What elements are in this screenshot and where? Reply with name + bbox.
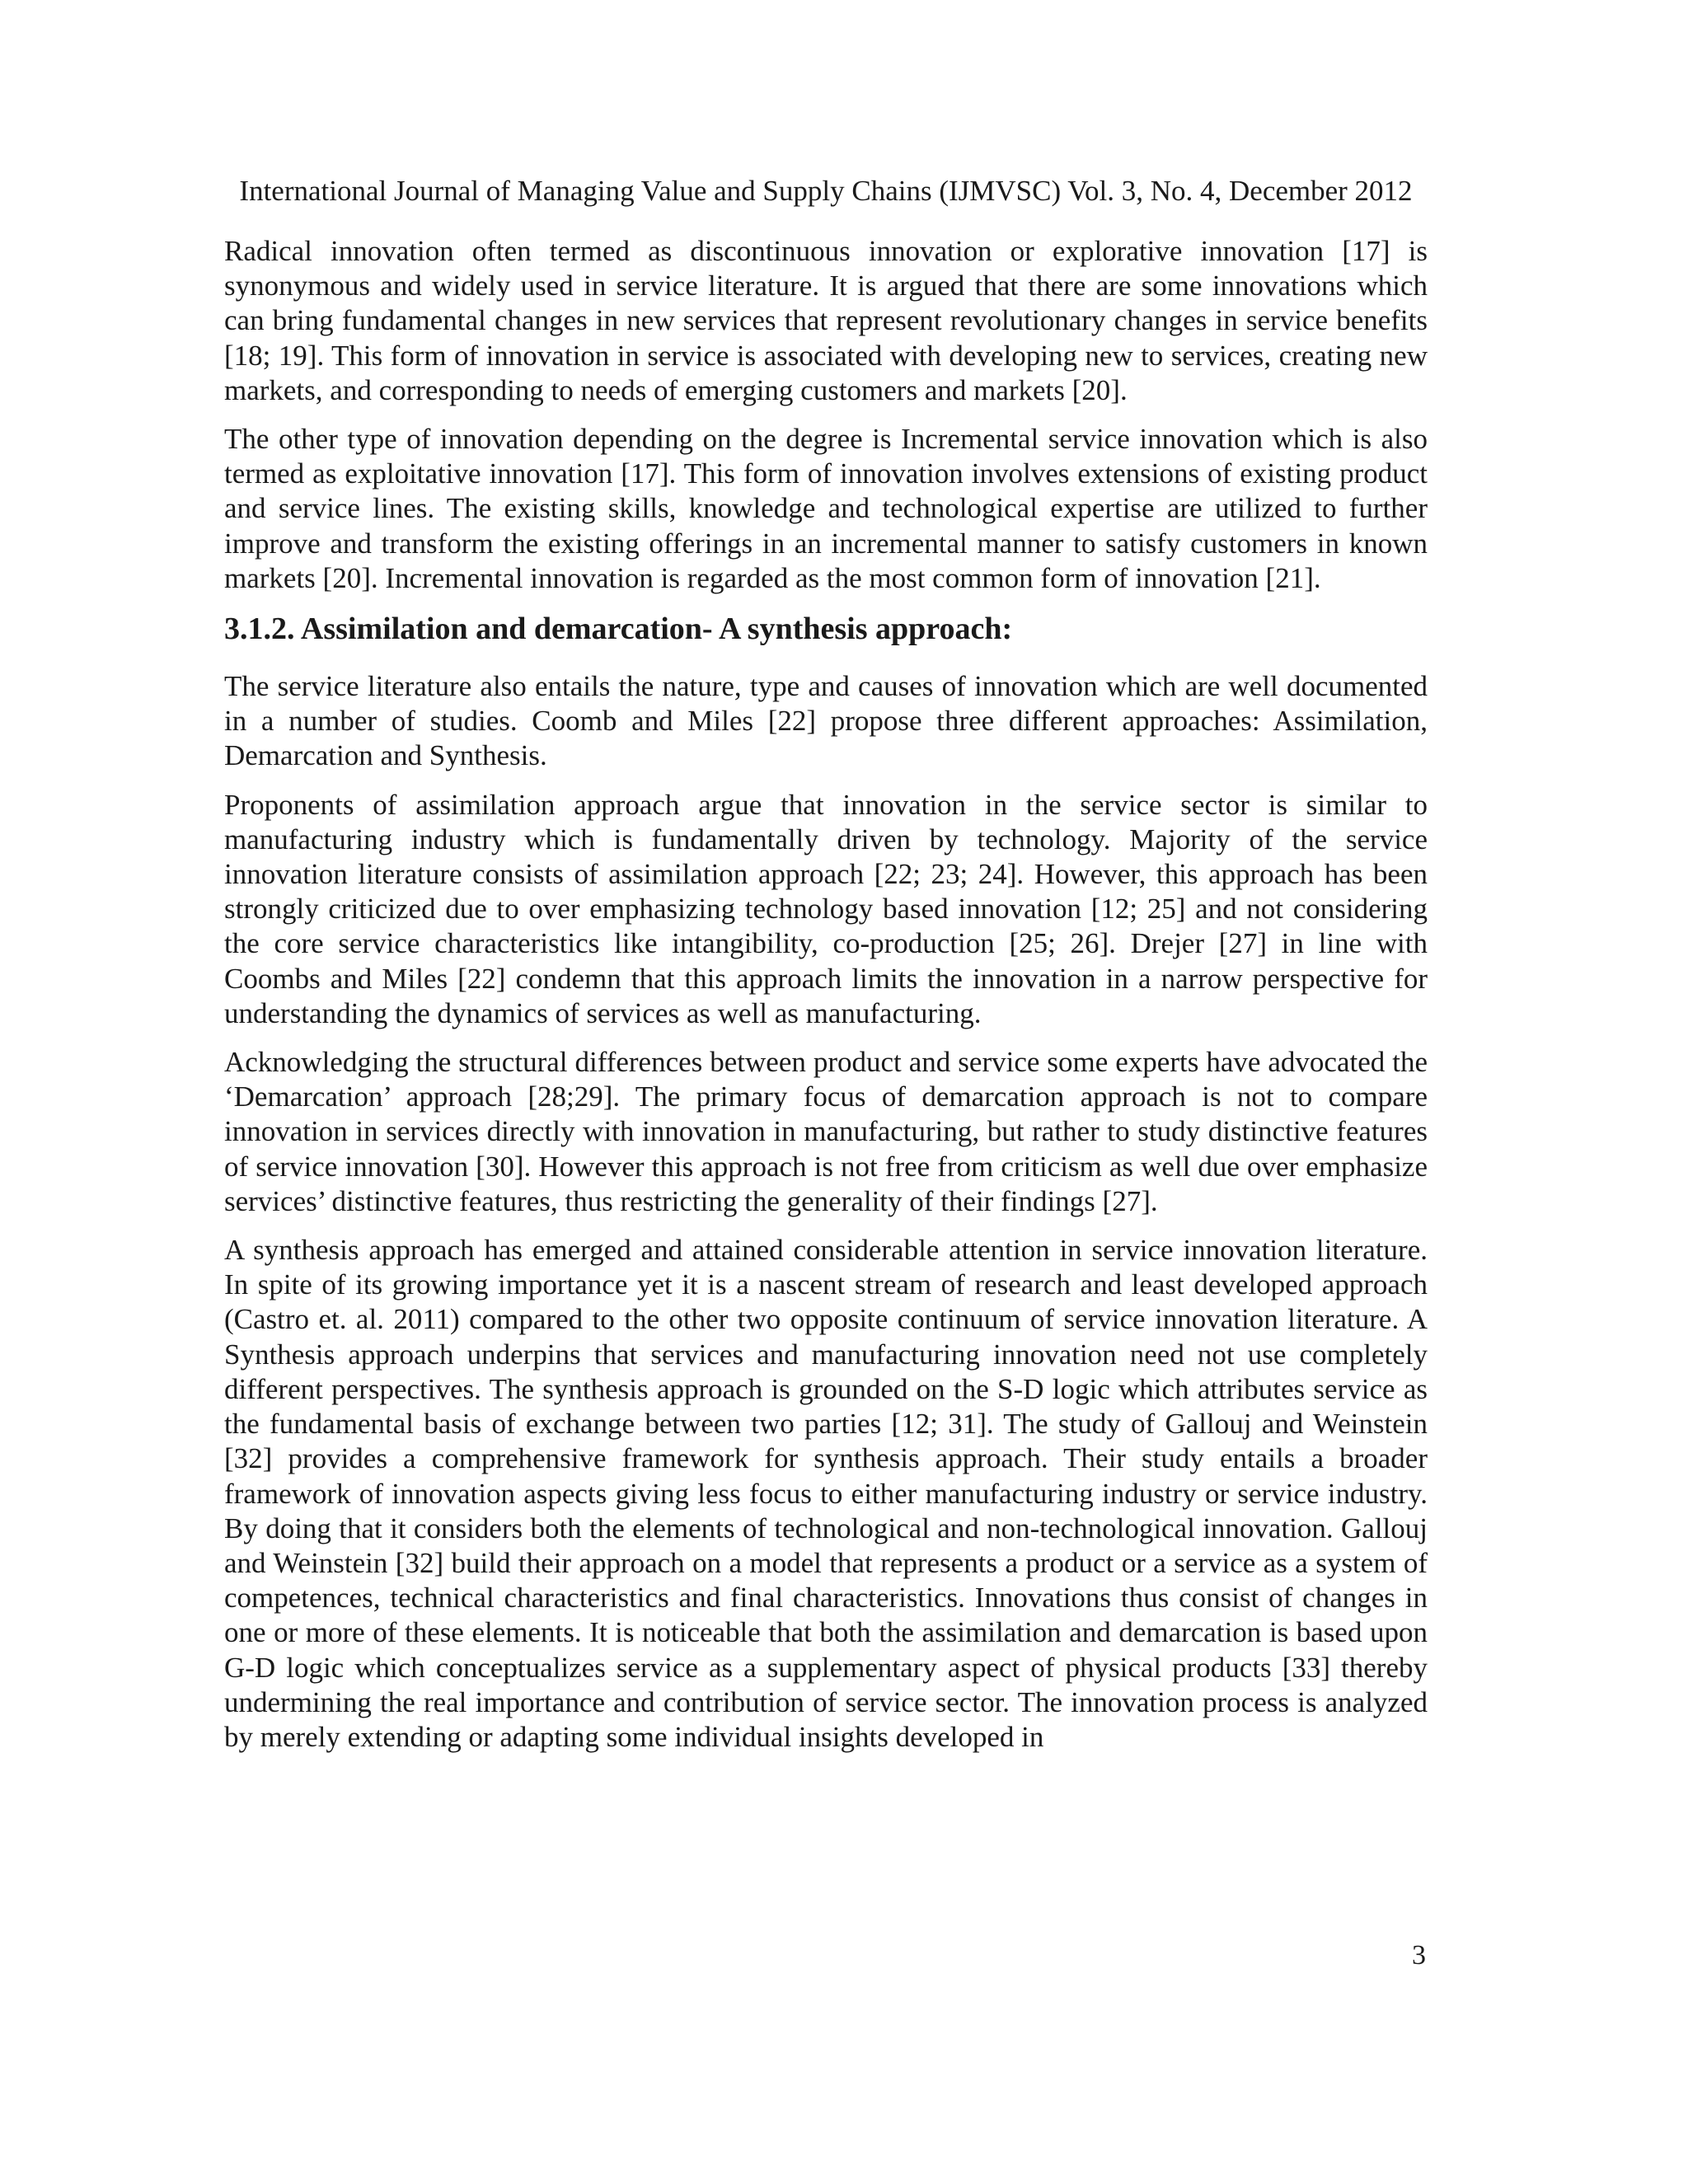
paragraph-assimilation: Proponents of assimilation approach argue that innovation in the service sector is similar to manufacturing industry which is fundamentally driven by technology. Majority of the service innovation literature consists of assimilation approach [22; 23; 24]. However, this approach has been strongly criticized due to over emphasizing technology based innovation [12; 25] and not considering the core service characteristics like intangibility, co-production [25; 26]. Drejer [27] in line with Coombs and Miles [22] condemn that this approach limits the innovation in a narrow perspective for understanding the dynamics of services as well as manufacturing. [224,788,1428,1029]
paragraph-incremental-innovation: The other type of innovation depending on the degree is Incremental service innovation which is also termed as exploitative innovation [17]. This form of innovation involves extensions of existing product and service lines. The existing skills, knowledge and technological expertise are utilized to further improve and transform the existing offerings in an incremental manner to satisfy customers in known markets [20]. Incremental innovation is regarded as the most common form of innovation [21]. [224,423,1428,594]
paragraph-radical-innovation: Radical innovation often termed as discontinuous innovation or explorative innovation [17] is synonymous and widely used in service literature. It is argued that there are some innovations which can bring fundamental changes in new services that represent revolutionary changes in service benefits [18; 19]. This form of innovation in service is associated with developing new to services, creating new markets, and corresponding to needs of emerging customers and markets [20]. [224,235,1428,406]
section-heading: 3.1.2. Assimilation and demarcation- A synthesis approach: [224,612,1013,647]
paragraph-three-approaches: The service literature also entails the nature, type and causes of innovation which are well documented in a number of studies. Coomb and Miles [22] propose three different approaches: Assimilation, Demarcation and Synthesis. [224,670,1428,772]
body-content [224,234,1428,1769]
running-header: International Journal of Managing Value and Supply Chains (IJMVSC) Vol. 3, No. 4, December 2012 [239,175,1413,207]
paragraph-demarcation: Acknowledging the structural differences between product and service some experts have advocated the ‘Demarcation’ approach [28;29]. The primary focus of demarcation approach is not to compare innovation in services directly with innovation in manufacturing, but rather to study distinctive features of service innovation [30]. However this approach is not free from criticism as well due over emphasize services’ distinctive features, thus restricting the generality of their findings [27]. [224,1046,1428,1217]
paragraph-synthesis: A synthesis approach has emerged and attained considerable attention in service innovation literature. In spite of its growing importance yet it is a nascent stream of research and least developed approach (Castro et. al. 2011) compared to the other two opposite continuum of service innovation literature. A Synthesis approach underpins that services and manufacturing innovation need not use completely different perspectives. The synthesis approach is grounded on the S-D logic which attributes service as the fundamental basis of exchange between two parties [12; 31]. The study of Gallouj and Weinstein [32] provides a comprehensive framework for synthesis approach. Their study entails a broader framework of innovation aspects giving less focus to either manufacturing industry or service industry. By doing that it considers both the elements of technological and non-technological innovation. Gallouj and Weinstein [32] build their approach on a model that represents a product or a service as a system of competences, technical characteristics and final characteristics. Innovations thus consist of changes in one or more of these elements. It is noticeable that both the assimilation and demarcation is based upon G-D logic which conceptualizes service as a supplementary aspect of physical products [33] thereby undermining the real importance and contribution of service sector. The innovation process is analyzed by merely extending or adapting some individual insights developed in [224,1234,1428,1753]
page-number: 3 [1412,1940,1426,1971]
